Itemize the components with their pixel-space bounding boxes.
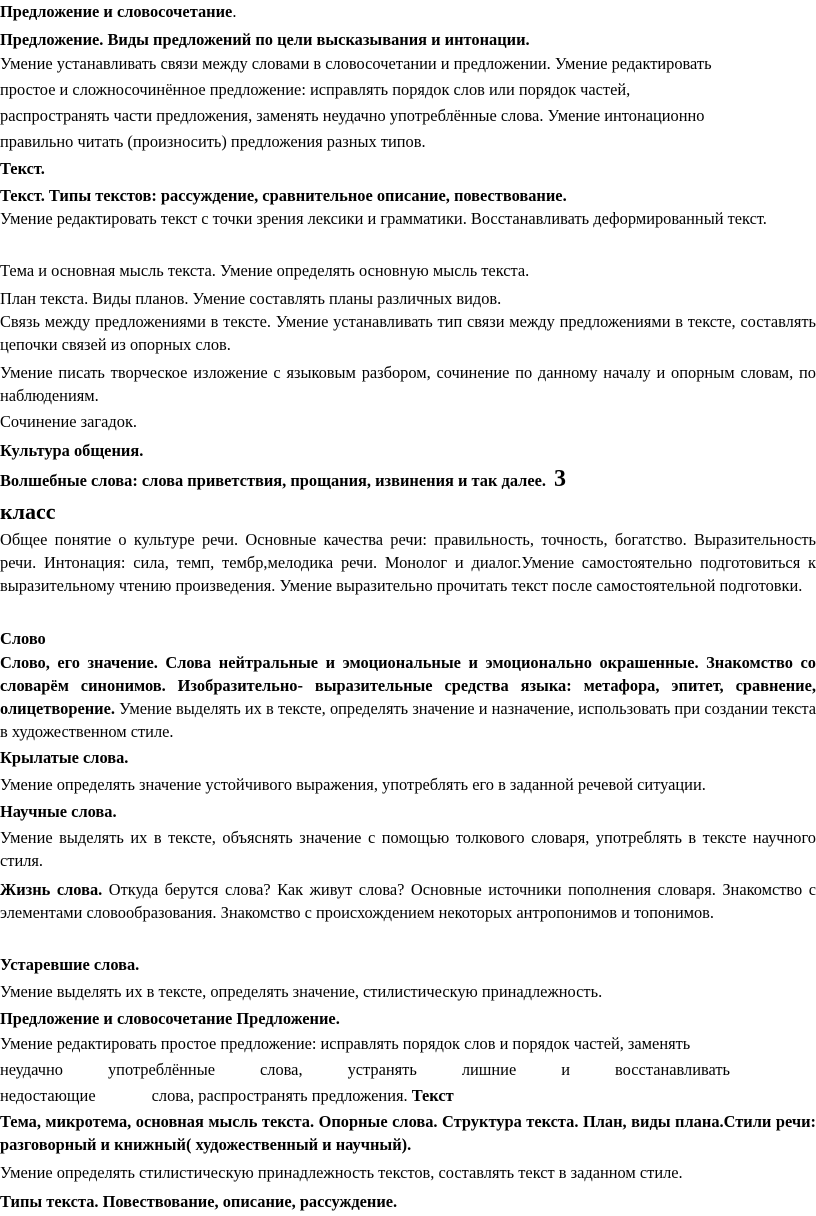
paragraph-archaic: Умение выделять их в тексте, определять значение, стилистическую принадлежность.: [0, 982, 603, 1001]
paragraph-word-meaning: [0, 651, 816, 743]
heading-text-types: Текст. Типы текстов: рассуждение, сравнительное описание, повествование.: [0, 186, 567, 205]
section-title-text: Предложение и словосочетание: [0, 2, 233, 21]
word: восстанавливать: [615, 1060, 730, 1079]
paragraph-idioms: Умение определять значение устойчивого выражения, употреблять его в заданной речевой ситуации.: [0, 775, 706, 794]
paragraph-theme: Тема и основная мысль текста. Умение определять основную мысль текста.: [0, 261, 530, 280]
word-life-title: Жизнь слова.: [0, 880, 103, 899]
word-life-text: Откуда берутся слова? Как живут слова? Основные источники пополнения словаря. Знакомство с элементами словообразования. Знакомство с происхождением некоторых антропонимов и топонимов.: [0, 880, 816, 922]
word: лишние: [461, 1060, 517, 1079]
paragraph-edit-sentence: [0, 1031, 816, 1109]
word: недостающие: [0, 1086, 96, 1105]
section-title-scientific-words: Научные слова.: [0, 802, 117, 821]
spread-line: [0, 1057, 730, 1083]
paragraph-line: распространять части предложения, заменять неудачно употреблённые слова. Умение интонационно: [0, 106, 705, 125]
paragraph-line: простое и сложносочинённое предложение: исправлять порядок слов или порядок частей,: [0, 80, 631, 99]
paragraph-style: Умение определять стилистическую принадлежность текстов, составлять текст в заданном стиле.: [0, 1163, 683, 1182]
paragraph-line: правильно читать (произносить) предложения разных типов.: [0, 132, 426, 151]
title-dot: .: [232, 2, 237, 21]
word: и: [561, 1060, 571, 1079]
paragraph-edit-text: Умение редактировать текст с точки зрения лексики и грамматики. Восстанавливать деформированный текст.: [0, 209, 767, 228]
heading-magic-words: [0, 468, 816, 492]
section-title-archaic: Устаревшие слова.: [0, 955, 140, 974]
heading-sentence-types: Предложение. Виды предложений по цели высказывания и интонации.: [0, 30, 530, 49]
paragraph-plan: План текста. Виды планов. Умение составлять планы различных видов.: [0, 289, 502, 308]
paragraph-word-life: [0, 878, 816, 924]
paragraph-sentence-skills: [0, 51, 816, 155]
grade-label: класс: [0, 499, 56, 524]
paragraph-line: [0, 1083, 816, 1109]
section-title-text-topic: Текст.: [0, 159, 45, 178]
section-title-culture: Культура общения.: [0, 441, 144, 460]
section-title-sentence: [0, 0, 816, 23]
paragraph-riddles: Сочинение загадок.: [0, 412, 138, 431]
section-title-idioms: Крылатые слова.: [0, 748, 129, 767]
word: слова,: [260, 1060, 303, 1079]
word: слова, распространять предложения.: [151, 1086, 408, 1105]
word: употреблённые: [107, 1060, 215, 1079]
word: устранять: [347, 1060, 417, 1079]
word: неудачно: [0, 1060, 63, 1079]
paragraph-line: Умение устанавливать связи между словами в словосочетании и предложении. Умение редактировать: [0, 54, 712, 73]
section-title-text-types: Типы текста. Повествование, описание, рассуждение.: [0, 1192, 398, 1211]
section-title-sentence-2: Предложение и словосочетание Предложение.: [0, 1009, 340, 1028]
section-title-word: Слово: [0, 629, 46, 648]
text-bold-label: Текст: [407, 1086, 454, 1105]
paragraph-connection: Связь между предложениями в тексте. Умение устанавливать тип связи между предложениями в тексте, составлять цепочки связей из опорных слов.: [0, 312, 816, 354]
word-meaning-rest: Умение выделять их в тексте, определять значение и назначение, использовать при создании текста в художественном стиле.: [0, 699, 816, 741]
grade-number: 3: [554, 466, 566, 492]
paragraph-line: Умение редактировать простое предложение: исправлять порядок слов и порядок частей, заменять: [0, 1034, 691, 1053]
paragraph-scientific-words: Умение выделять их в тексте, объяснять значение с помощью толкового словаря, употреблять в тексте научного стиля.: [0, 828, 816, 870]
heading-theme-structure: Тема, микротема, основная мысль текста. Опорные слова. Структура текста. План, виды плана.Стили речи: разговорный и книжный( художественный и научный).: [0, 1112, 816, 1154]
paragraph-speech-culture: Общее понятие о культуре речи. Основные качества речи: правильность, точность, богатство. Выразительность речи. Интонация: сила, темп, тембр,мелодика речи. Монолог и диалог.Умение самостоятельно подготовиться к выразительному чтению произведения. Умение выразительно прочитать текст после самостоятельной подготовки.: [0, 530, 816, 595]
magic-words-text: Волшебные слова: слова приветствия, прощания, извинения и так далее.: [0, 471, 546, 490]
paragraph-creative-writing: Умение писать творческое изложение с языковым разбором, сочинение по данному началу и опорным словам, по наблюдениям.: [0, 363, 816, 405]
word-meaning-bold: Слово, его значение. Слова нейтральные и эмоциональные и эмоционально окрашенные. Знакомство со словарём синонимов. Изобразительно- выразительные средства языка: метафора, эпитет, сравнение, олицетворение.: [0, 653, 816, 718]
